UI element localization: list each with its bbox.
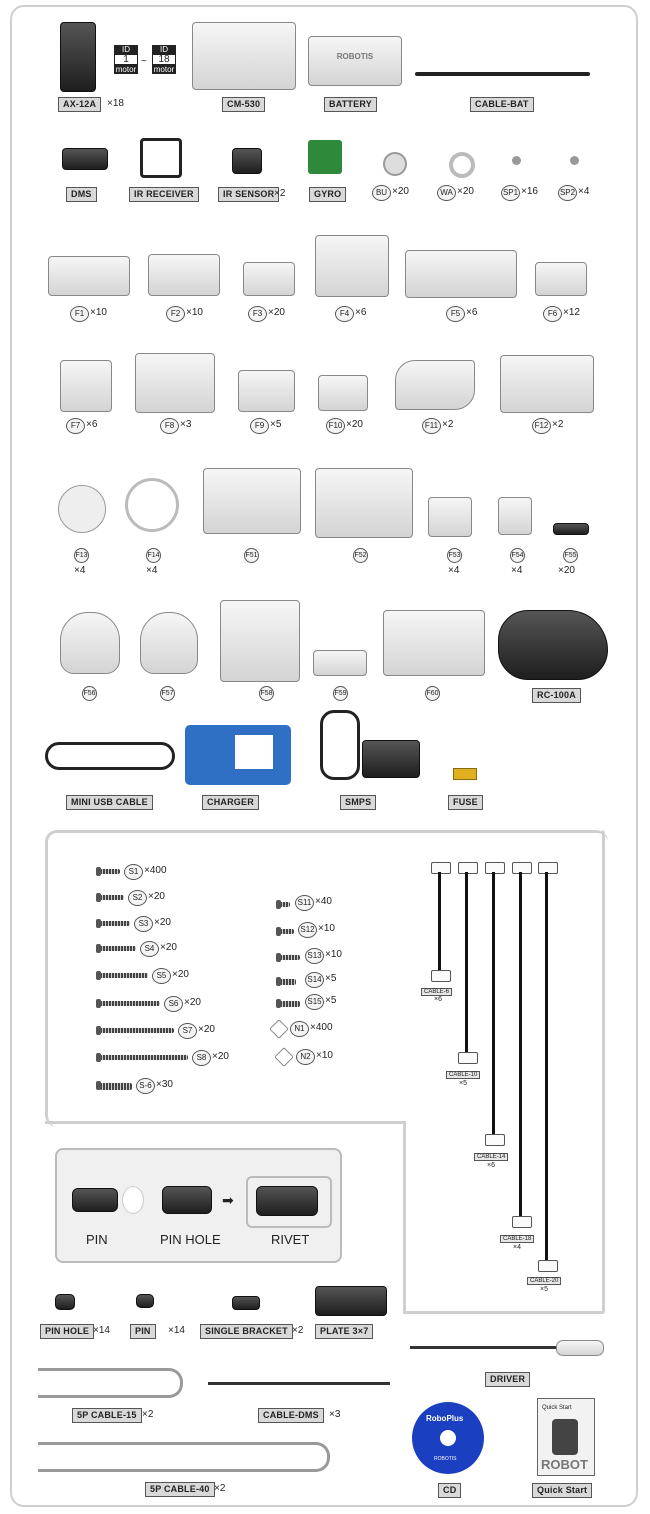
s13-code: S13 [305, 948, 324, 964]
driver-label: DRIVER [485, 1372, 530, 1387]
screw-s7 [100, 1028, 174, 1033]
id-label: ID [114, 45, 138, 54]
battery-image [308, 36, 402, 86]
f12-qty: ×2 [552, 419, 564, 430]
pin-hole-part-image [55, 1294, 75, 1310]
quick-start-cover-title: Quick Start [542, 1405, 572, 1411]
f14-code: F14 [146, 548, 161, 563]
f1-code: F1 [70, 306, 89, 322]
f52-code: F52 [353, 548, 368, 563]
cable-6-top-connector [431, 862, 451, 874]
cable-20-qty: ×5 [540, 1286, 548, 1293]
screw-panel-leftwall-lower [403, 1121, 406, 1314]
id-box-1 [114, 45, 138, 74]
cd-disc-image [412, 1402, 484, 1474]
f56-code: F56 [82, 686, 97, 701]
n1-qty: ×400 [310, 1022, 333, 1033]
f10-code: F10 [326, 418, 345, 434]
cable-6-wire [438, 872, 441, 970]
f3-qty: ×20 [268, 307, 285, 318]
ax12a-qty: ×18 [107, 98, 124, 109]
n2-qty: ×10 [316, 1050, 333, 1061]
rivet-rivet-label: RIVET [271, 1232, 310, 1247]
frame-f60-image [383, 610, 485, 676]
s12-code: S12 [298, 922, 317, 938]
s1-code: S1 [124, 864, 143, 880]
f57-code: F57 [160, 686, 175, 701]
bushing-image [383, 152, 407, 176]
f7-code: F7 [66, 418, 85, 434]
f12-code: F12 [532, 418, 551, 434]
frame-f5-image [405, 250, 517, 298]
f8-qty: ×3 [180, 419, 192, 430]
washer-image [449, 152, 475, 178]
cm530-label: CM-530 [222, 97, 265, 112]
5p-cable-40-image [38, 1442, 330, 1472]
frame-f14-image [125, 478, 179, 532]
battery-brand: ROBOTIS [336, 52, 374, 61]
f54-code: F54 [510, 548, 525, 563]
cable-6-qty: ×6 [434, 996, 442, 1003]
rivet-pin-label: PIN [86, 1232, 108, 1247]
cable-10-label: CABLE-10 [446, 1071, 480, 1079]
s2-qty: ×20 [148, 891, 165, 902]
s3-code: S3 [134, 916, 153, 932]
id-box-2 [152, 45, 176, 74]
cable-18-top-connector [512, 862, 532, 874]
s11-code: S11 [295, 895, 314, 911]
f53-code: F53 [447, 548, 462, 563]
quick-start-booklet-image [537, 1398, 595, 1476]
cable-14-wire [492, 872, 495, 1134]
s5-qty: ×20 [172, 969, 189, 980]
screw-panel-bottom-left [45, 1121, 405, 1124]
f6-code: F6 [543, 306, 562, 322]
sp2-code: SP2 [558, 185, 577, 201]
frame-f52-image [315, 468, 413, 538]
cable-10-top-connector [458, 862, 478, 874]
screw-s6 [100, 1001, 160, 1006]
s6-code: S6 [164, 996, 183, 1012]
pin-label: PIN [130, 1324, 156, 1339]
f13-qty: ×4 [74, 565, 86, 576]
ir-sensor-image [232, 148, 262, 174]
screw-s4 [100, 946, 136, 951]
frame-f11-image [395, 360, 475, 410]
battery-label: BATTERY [324, 97, 377, 112]
fuse-label: FUSE [448, 795, 483, 810]
screw-s3 [100, 921, 130, 926]
s4-code: S4 [140, 941, 159, 957]
cd-maker: ROBOTIS [434, 1456, 457, 1462]
f6-qty: ×12 [563, 307, 580, 318]
s4-qty: ×20 [160, 942, 177, 953]
id-label: ID [152, 45, 176, 54]
plate-label: PLATE 3×7 [315, 1324, 373, 1339]
f55-qty: ×20 [558, 565, 575, 576]
screw-s5 [100, 973, 148, 978]
5p-cable-15-qty: ×2 [142, 1409, 154, 1420]
single-bracket-qty: ×2 [292, 1325, 304, 1336]
ax12a-label: AX-12A [58, 97, 101, 112]
cable-dms-qty: ×3 [329, 1409, 341, 1420]
frame-f12-image [500, 355, 594, 413]
frame-f59-image [313, 650, 367, 676]
s-6-qty: ×30 [156, 1079, 173, 1090]
f3-code: F3 [248, 306, 267, 322]
sp1-code: SP1 [501, 185, 520, 201]
bu-qty: ×20 [392, 186, 409, 197]
s14-code: S14 [305, 972, 324, 988]
quick-start-label: Quick Start [532, 1483, 592, 1498]
s5-code: S5 [152, 968, 171, 984]
cable-14-label: CABLE-14 [474, 1153, 508, 1161]
single-bracket-label: SINGLE BRACKET [200, 1324, 293, 1339]
cable-14-top-connector [485, 862, 505, 874]
cable-10-bottom-connector [458, 1052, 478, 1064]
f4-qty: ×6 [355, 307, 367, 318]
cable-14-qty: ×6 [487, 1162, 495, 1169]
cable-14-bottom-connector [485, 1134, 505, 1146]
cable-bat-image [415, 72, 590, 76]
frame-f10-image [318, 375, 368, 411]
f60-code: F60 [425, 686, 440, 701]
s7-qty: ×20 [198, 1024, 215, 1035]
frame-f54-image [498, 497, 532, 535]
screw-s14 [280, 979, 296, 985]
pin-hole-image [162, 1186, 212, 1214]
ir-sensor-qty: ×2 [274, 188, 286, 199]
s7-code: S7 [178, 1023, 197, 1039]
cable-dms-image [208, 1382, 390, 1385]
f4-code: F4 [335, 306, 354, 322]
pin-image [72, 1188, 118, 1212]
frame-f3-image [243, 262, 295, 296]
5p-cable-15-label: 5P CABLE-15 [72, 1408, 142, 1423]
motor-label: motor [153, 65, 175, 74]
s12-qty: ×10 [318, 923, 335, 934]
f13-code: F13 [74, 548, 89, 563]
cable-20-top-connector [538, 862, 558, 874]
single-bracket-image [232, 1296, 260, 1310]
cable-20-bottom-connector [538, 1260, 558, 1272]
smps-adapter-image [362, 740, 420, 778]
frame-f9-image [238, 370, 295, 412]
frame-f1-image [48, 256, 130, 296]
frame-f57-image [140, 612, 198, 674]
f10-qty: ×20 [346, 419, 363, 430]
pin-part-image [136, 1294, 154, 1308]
driver-shaft-image [410, 1346, 560, 1349]
motor-label: motor [115, 65, 137, 74]
n2-code: N2 [296, 1049, 315, 1065]
bu-code: BU [372, 185, 391, 201]
f54-qty: ×4 [511, 565, 523, 576]
s14-qty: ×5 [325, 973, 337, 984]
5p-cable-15-image [38, 1368, 183, 1398]
washer-ghost-image [122, 1186, 144, 1214]
s8-code: S8 [192, 1050, 211, 1066]
arrow-icon: ➡ [222, 1192, 234, 1208]
quick-start-cover-word: ROBOT [541, 1457, 588, 1472]
frame-f51-image [203, 468, 301, 534]
charger-image [185, 725, 291, 785]
mini-usb-label: MINI USB CABLE [66, 795, 153, 810]
charger-display [235, 735, 273, 769]
frame-f53-image [428, 497, 472, 537]
cd-hole [440, 1430, 456, 1446]
charger-label: CHARGER [202, 795, 259, 810]
f2-qty: ×10 [186, 307, 203, 318]
sp1-qty: ×16 [521, 186, 538, 197]
screw-s2 [100, 895, 124, 900]
id-value: 1 [114, 54, 138, 65]
screw-s1 [100, 869, 120, 874]
f14-qty: ×4 [146, 565, 158, 576]
cable-10-qty: ×5 [459, 1080, 467, 1087]
cable-18-bottom-connector [512, 1216, 532, 1228]
f59-code: F59 [333, 686, 348, 701]
fuse-image [453, 768, 477, 780]
cable-6-bottom-connector [431, 970, 451, 982]
frame-f56-image [60, 612, 120, 674]
f11-qty: ×2 [442, 419, 454, 430]
plate-3x7-image [315, 1286, 387, 1316]
f51-code: F51 [244, 548, 259, 563]
f55-code: F55 [563, 548, 578, 563]
cd-brand: RoboPlus [426, 1414, 464, 1423]
pin-hole-qty: ×14 [93, 1325, 110, 1336]
cable-20-wire [545, 872, 548, 1260]
s3-qty: ×20 [154, 917, 171, 928]
ax12a-servo-image [60, 22, 96, 92]
s15-qty: ×5 [325, 995, 337, 1006]
frame-f55-image [553, 523, 589, 535]
screw-s8 [100, 1055, 188, 1060]
rc100a-controller-image [498, 610, 608, 680]
cd-label: CD [438, 1483, 461, 1498]
s6-qty: ×20 [184, 997, 201, 1008]
s15-code: S15 [305, 994, 324, 1010]
screw-s12 [280, 929, 294, 934]
ir-receiver-image [140, 138, 182, 178]
frame-f6-image [535, 262, 587, 296]
screw-s-6 [100, 1083, 132, 1090]
mini-usb-cable-image [45, 742, 175, 770]
cable-dms-label: CABLE-DMS [258, 1408, 324, 1423]
smps-cable-image [320, 710, 360, 780]
f11-code: F11 [422, 418, 441, 434]
5p-cable-40-qty: ×2 [214, 1483, 226, 1494]
f7-qty: ×6 [86, 419, 98, 430]
pin-qty: ×14 [168, 1325, 185, 1336]
f9-code: F9 [250, 418, 269, 434]
spacer1-image [512, 156, 521, 165]
cm530-controller-image [192, 22, 296, 90]
sp2-qty: ×4 [578, 186, 590, 197]
frame-f4-image [315, 235, 389, 297]
s13-qty: ×10 [325, 949, 342, 960]
dms-sensor-image [62, 148, 108, 170]
pin-hole-label: PIN HOLE [40, 1324, 94, 1339]
screw-panel-rightwall [602, 830, 605, 1314]
frame-f58-image [220, 600, 300, 682]
f1-qty: ×10 [90, 307, 107, 318]
cable-bat-label: CABLE-BAT [470, 97, 534, 112]
s2-code: S2 [128, 890, 147, 906]
frame-f7-image [60, 360, 112, 412]
cable-18-label: CABLE-18 [500, 1235, 534, 1243]
smps-label: SMPS [340, 795, 376, 810]
screw-s11 [280, 902, 290, 907]
s11-qty: ×40 [315, 896, 332, 907]
rivet-image [256, 1186, 318, 1216]
ir-receiver-label: IR RECEIVER [129, 187, 199, 202]
gyro-image [308, 140, 342, 174]
f8-code: F8 [160, 418, 179, 434]
f53-qty: ×4 [448, 565, 460, 576]
s1-qty: ×400 [144, 865, 167, 876]
s8-qty: ×20 [212, 1051, 229, 1062]
n1-code: N1 [290, 1021, 309, 1037]
f58-code: F58 [259, 686, 274, 701]
f5-code: F5 [446, 306, 465, 322]
cable-18-qty: ×4 [513, 1244, 521, 1251]
s-6-code: S-6 [136, 1078, 155, 1094]
ir-sensor-label: IR SENSOR [218, 187, 279, 202]
wa-code: WA [437, 185, 456, 201]
frame-f8-image [135, 353, 215, 413]
f2-code: F2 [166, 306, 185, 322]
gyro-label: GYRO [309, 187, 346, 202]
rc100a-label: RC-100A [532, 688, 581, 703]
f9-qty: ×5 [270, 419, 282, 430]
5p-cable-40-label: 5P CABLE-40 [145, 1482, 215, 1497]
frame-f2-image [148, 254, 220, 296]
wa-qty: ×20 [457, 186, 474, 197]
dms-label: DMS [66, 187, 97, 202]
spacer2-image [570, 156, 579, 165]
driver-handle-image [556, 1340, 604, 1356]
id-value: 18 [152, 54, 176, 65]
cable-10-wire [465, 872, 468, 1052]
id-tilde: ~ [141, 56, 147, 67]
cable-6-label: CABLE-6 [421, 988, 452, 996]
screw-s15 [280, 1001, 300, 1007]
screw-panel-bottom-right [403, 1311, 605, 1314]
quick-start-robot-figure [552, 1419, 578, 1455]
frame-f13-image [58, 485, 106, 533]
cable-18-wire [519, 872, 522, 1216]
rivet-pin-hole-label: PIN HOLE [160, 1232, 221, 1247]
screw-s13 [280, 955, 300, 960]
f5-qty: ×6 [466, 307, 478, 318]
cable-20-label: CABLE-20 [527, 1277, 561, 1285]
